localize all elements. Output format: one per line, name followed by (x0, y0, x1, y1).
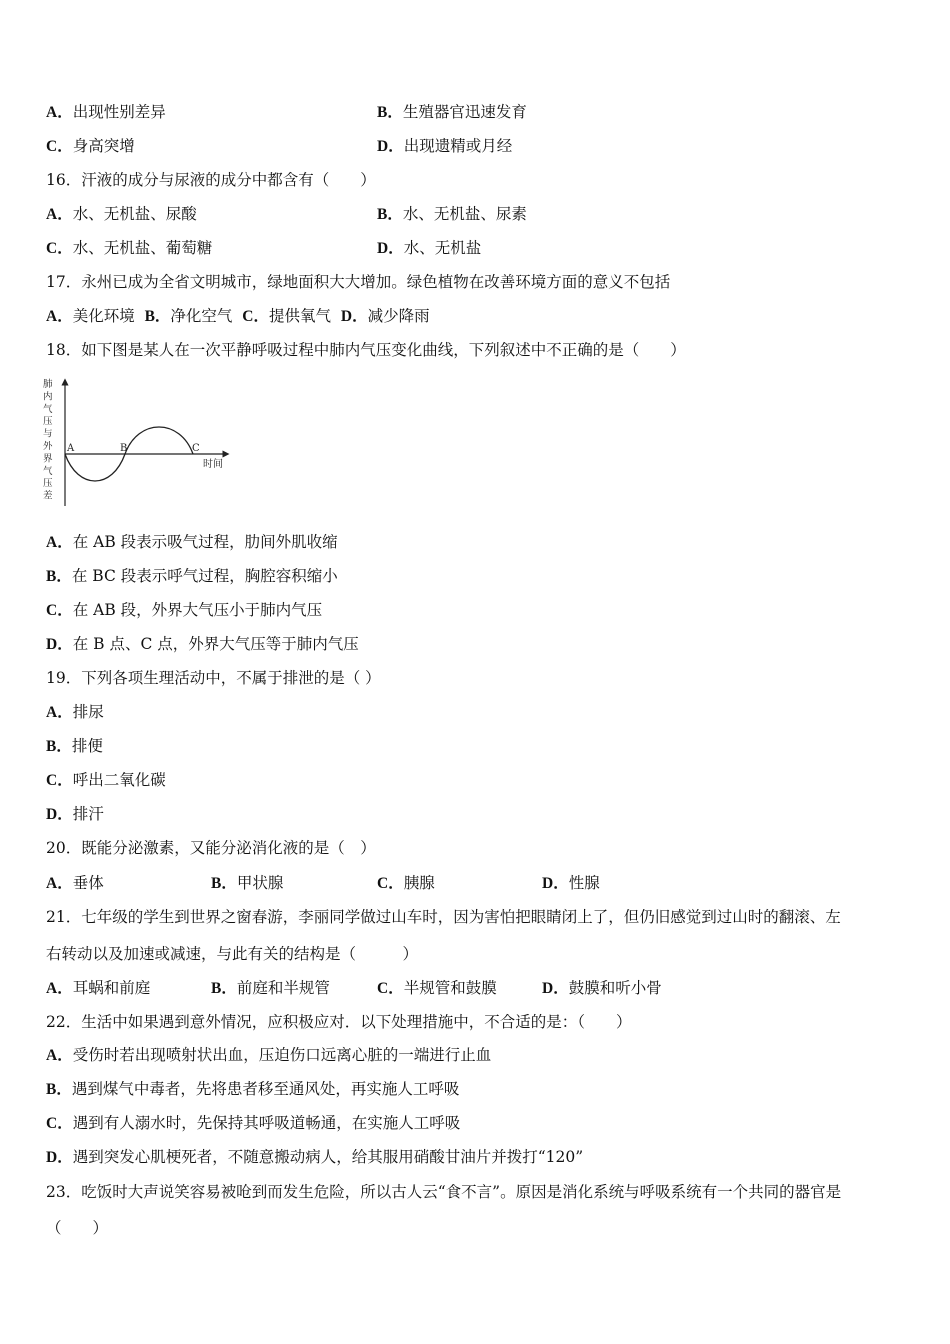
q22-option-d (46, 1147, 583, 1168)
option-text: 前庭和半规管 (236, 979, 330, 997)
q19-stem: 19．下列各项生理活动中，不属于排泄的是（ ） (46, 669, 381, 687)
q20-option-b (211, 873, 283, 894)
q18-option-c (46, 600, 322, 621)
option-letter: A． (46, 875, 73, 892)
q18-option-a (46, 532, 338, 553)
option-letter: B． (144, 308, 171, 325)
option-text: 出现性别差异 (72, 103, 166, 121)
option-text: 净化空气 (170, 307, 233, 325)
option-letter: A． (46, 1047, 73, 1064)
option-text: 遇到有人溺水时，先保持其呼吸道畅通，在实施人工呼吸 (72, 1114, 461, 1132)
option-text: 甲状腺 (236, 874, 284, 892)
q20-option-d (542, 873, 600, 894)
option-letter: B． (46, 568, 72, 585)
option-letter: A． (46, 704, 73, 721)
q18-stem: 18．如下图是某人在一次平静呼吸过程中肺内气压变化曲线，下列叙述中不正确的是（ ） (46, 341, 686, 359)
option-text: 鼓膜和听小骨 (568, 979, 662, 997)
option-text: 在 AB 段，外界大气压小于肺内气压 (72, 601, 323, 619)
option-text: 在 BC 段表示呼气过程，胸腔容积缩小 (71, 567, 338, 585)
option-text: 耳蜗和前庭 (72, 979, 151, 997)
x-axis-label: 时间 (203, 459, 223, 470)
q21-option-d (542, 978, 662, 999)
q18-option-b (46, 566, 338, 587)
q21-stem-line1: 21．七年级的学生到世界之窗春游，李丽同学做过山车时，因为害怕把眼睛闭上了，但仍旧感觉到过山时的翻滚、左 (46, 908, 841, 926)
option-text: 在 AB 段表示吸气过程，肋间外肌收缩 (72, 533, 338, 551)
option-letter: B． (46, 1081, 72, 1098)
q20-option-c (377, 873, 435, 894)
q21-option-a (46, 978, 150, 999)
option-letter: C． (46, 602, 73, 619)
q15-option-c (46, 136, 135, 157)
option-letter: A． (46, 534, 73, 551)
q22-stem: 22．生活中如果遇到意外情况，应积极应对．以下处理措施中，不合适的是：（ ） (46, 1013, 632, 1031)
option-text: 提供氧气 (269, 307, 332, 325)
y-axis-label: 肺内气压与外界气压差 (43, 379, 53, 502)
option-text: 生殖器官迅速发育 (402, 103, 527, 121)
q23-stem-line1: 23．吃饭时大声说笑容易被呛到而发生危险，所以古人云“食不言”。原因是消化系统与呼吸系统有一个共同的器官是 (46, 1183, 842, 1201)
q16-option-d (377, 238, 481, 259)
option-text: 排尿 (72, 703, 104, 721)
option-letter: D． (46, 806, 73, 823)
option-letter: C． (377, 980, 404, 997)
option-letter: B． (211, 980, 237, 997)
q15-option-d (377, 136, 512, 157)
option-text: 遇到煤气中毒者，先将患者移至通风处，再实施人工呼吸 (71, 1080, 460, 1098)
option-letter: D． (542, 980, 569, 997)
q16-stem: 16．汗液的成分与尿液的成分中都含有（ ） (46, 171, 376, 189)
option-letter: B． (46, 738, 72, 755)
q19-option-a (46, 702, 104, 723)
option-letter: D． (377, 138, 404, 155)
option-text: 水、无机盐、尿酸 (72, 205, 197, 223)
q20-stem: 20．既能分泌激素，又能分泌消化液的是（ ） (46, 839, 376, 857)
point-a-label: A (67, 443, 75, 454)
option-letter: C． (377, 875, 404, 892)
option-letter: B． (211, 875, 237, 892)
option-text: 性腺 (568, 874, 600, 892)
q21-option-c (377, 978, 497, 999)
q16-option-a (46, 204, 197, 225)
option-text: 减少降雨 (367, 307, 430, 325)
q19-option-b (46, 736, 103, 757)
q20-option-a (46, 873, 104, 894)
q18-option-d (46, 634, 359, 655)
option-letter: B． (377, 104, 403, 121)
q17-stem: 17．永州已成为全省文明城市，绿地面积大大增加。绿色植物在改善环境方面的意义不包括 (46, 273, 671, 291)
q22-option-a (46, 1045, 491, 1066)
point-b-label: B (120, 443, 128, 454)
option-letter: C． (242, 308, 269, 325)
option-letter: A． (46, 308, 73, 325)
q21-option-b (211, 978, 330, 999)
option-text: 美化环境 (72, 307, 135, 325)
q22-option-c (46, 1113, 460, 1134)
option-text: 身高突增 (72, 137, 135, 155)
option-letter: C． (46, 1115, 73, 1132)
q16-option-c (46, 238, 212, 259)
option-letter: A． (46, 206, 73, 223)
option-text: 水、无机盐、葡萄糖 (72, 239, 213, 257)
option-letter: D． (340, 308, 368, 325)
option-text: 受伤时若出现喷射状出血，压迫伤口远离心脏的一端进行止血 (72, 1046, 492, 1064)
option-text: 遇到突发心肌梗死者，不随意搬动病人，给其服用硝酸甘油片并拨打“120” (72, 1148, 584, 1166)
q23-stem-line2: （ ） (46, 1219, 109, 1237)
option-letter: C． (46, 240, 73, 257)
option-letter: C． (46, 772, 73, 789)
q22-option-b (46, 1079, 459, 1100)
option-letter: C． (46, 138, 73, 155)
option-text: 排便 (71, 737, 103, 755)
q19-option-c (46, 770, 166, 791)
option-text: 胰腺 (403, 874, 435, 892)
option-text: 垂体 (72, 874, 104, 892)
option-letter: D． (46, 1149, 73, 1166)
option-letter: A． (46, 104, 73, 121)
option-text: 排汗 (72, 805, 104, 823)
option-text: 在 B 点、C 点，外界大气压等于肺内气压 (72, 635, 359, 653)
option-text: 出现遗精或月经 (403, 137, 513, 155)
q19-option-d (46, 804, 104, 825)
option-text: 水、无机盐 (403, 239, 482, 257)
pressure-curve-graph (40, 378, 240, 510)
option-text: 呼出二氧化碳 (72, 771, 166, 789)
option-letter: D． (46, 636, 73, 653)
q15-option-b (377, 102, 527, 123)
q17-options (46, 306, 430, 327)
q21-stem-line2: 右转动以及加速或减速，与此有关的结构是（ ） (46, 945, 419, 963)
option-text: 水、无机盐、尿素 (402, 205, 527, 223)
option-text: 半规管和鼓膜 (403, 979, 497, 997)
option-letter: D． (542, 875, 569, 892)
option-letter: D． (377, 240, 404, 257)
point-c-label: C (192, 443, 200, 454)
q16-option-b (377, 204, 527, 225)
option-letter: B． (377, 206, 403, 223)
q15-option-a (46, 102, 166, 123)
option-letter: A． (46, 980, 73, 997)
